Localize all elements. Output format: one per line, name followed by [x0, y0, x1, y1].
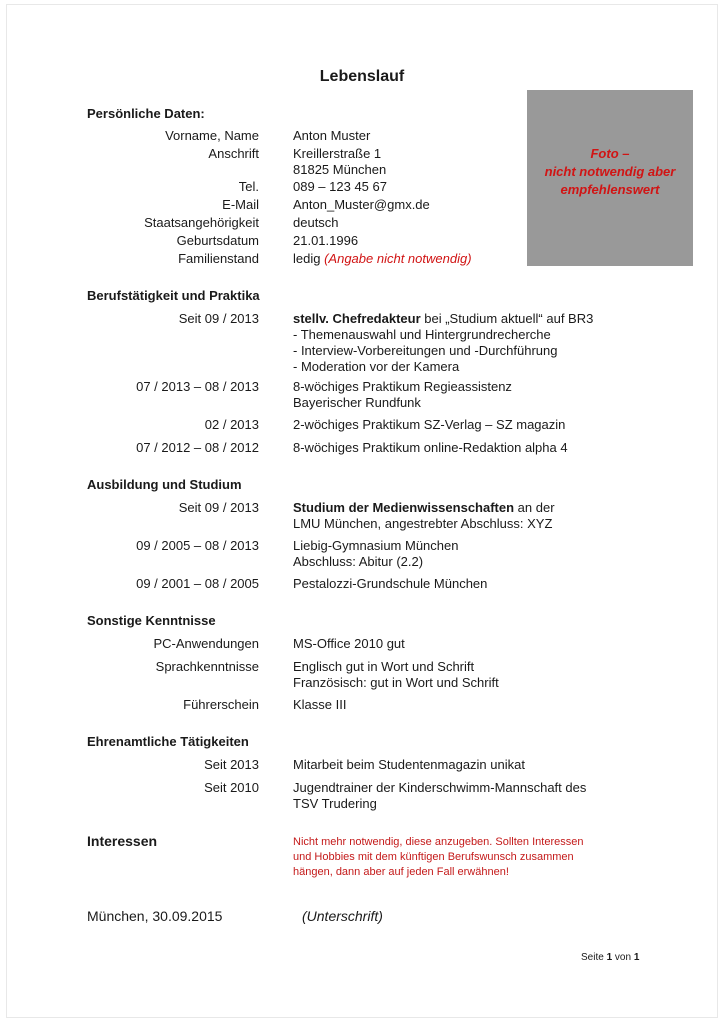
field-label: Vorname, Name [165, 128, 259, 143]
photo-line: empfehlenswert [560, 182, 660, 197]
section-heading-education: Ausbildung und Studium [87, 477, 242, 492]
entry-content: 2-wöchiges Praktikum SZ-Verlag – SZ magazin [293, 417, 566, 432]
note-line: und Hobbies mit dem künftigen Berufswunsch zusammen [293, 851, 574, 863]
entry-date: Seit 09 / 2013 [178, 311, 259, 326]
entry-date: 07 / 2013 – 08 / 2013 [136, 379, 259, 394]
entry-content: 8-wöchiges Praktikum online-Redaktion alpha 4 [293, 440, 568, 455]
entry-label: Sprachkenntnisse [155, 659, 259, 674]
entry-degree-suffix: an der [514, 500, 555, 515]
entry-date: 07 / 2012 – 08 / 2012 [136, 440, 259, 455]
entry-content: Pestalozzi-Grundschule München [293, 576, 488, 591]
entry-date: Seit 2013 [204, 757, 259, 772]
entry-employer: bei „Studium aktuell“ auf BR3 [420, 311, 594, 326]
field-value [293, 251, 472, 267]
field-value: Anton Muster [293, 128, 371, 143]
field-value: Anton_Muster@gmx.de [293, 197, 430, 212]
photo-placeholder [527, 90, 693, 266]
field-value: deutsch [293, 215, 339, 230]
entry-line: - Moderation vor der Kamera [293, 359, 460, 374]
entry-label: PC-Anwendungen [153, 636, 259, 651]
entry-date: 09 / 2005 – 08 / 2013 [136, 538, 259, 553]
field-label: E-Mail [222, 197, 259, 212]
entry-line [293, 311, 593, 327]
entry-content: MS-Office 2010 gut [293, 636, 405, 651]
entry-line: Englisch gut in Wort und Schrift [293, 659, 475, 674]
entry-date: Seit 2010 [204, 780, 259, 795]
entry-line: - Interview-Vorbereitungen und -Durchführung [293, 343, 558, 358]
entry-date: 02 / 2013 [204, 417, 259, 432]
entry-date: Seit 09 / 2013 [178, 500, 259, 515]
page-middle: von [612, 952, 634, 963]
field-value: 089 – 123 45 67 [293, 179, 387, 194]
entry-content: Mitarbeit beim Studentenmagazin unikat [293, 757, 525, 772]
current-page: 1 [606, 952, 613, 963]
field-value [293, 146, 386, 178]
entry-line: - Themenauswahl und Hintergrundrecherche [293, 327, 551, 342]
field-value: 21.01.1996 [293, 233, 359, 248]
total-pages: 1 [633, 952, 640, 963]
marital-status-note: (Angabe nicht notwendig) [324, 251, 472, 266]
place-and-date: München, 30.09.2015 [87, 908, 223, 924]
note-line: Nicht mehr notwendig, diese anzugeben. Sollten Interessen [293, 836, 584, 848]
field-label: Tel. [238, 179, 259, 194]
photo-placeholder-text [545, 145, 676, 199]
entry-line: Liebig-Gymnasium München [293, 538, 459, 553]
entry-date: 09 / 2001 – 08 / 2005 [136, 576, 259, 591]
field-label: Geburtsdatum [176, 233, 259, 248]
entry-line: Abschluss: Abitur (2.2) [293, 554, 424, 569]
document-title: Lebenslauf [319, 68, 405, 85]
entry-line: Jugendtrainer der Kinderschwimm-Mannschaft des [293, 780, 587, 795]
entry-content: Klasse III [293, 697, 347, 712]
entry-content [293, 500, 555, 532]
note-line: hängen, dann aber auf jeden Fall erwähnen! [293, 866, 509, 878]
address-line: 81825 München [293, 162, 387, 177]
entry-content [293, 659, 499, 691]
entry-content [293, 311, 593, 375]
marital-status-value: ledig [293, 251, 321, 266]
field-label: Familienstand [178, 251, 259, 266]
page-number [581, 952, 639, 963]
entry-content [293, 538, 458, 570]
section-heading-volunteer: Ehrenamtliche Tätigkeiten [87, 734, 249, 749]
field-label: Staatsangehörigkeit [144, 215, 259, 230]
signature-placeholder: (Unterschrift) [302, 908, 383, 924]
entry-line: 8-wöchiges Praktikum Regieassistenz [293, 379, 512, 394]
entry-line: Französisch: gut in Wort und Schrift [293, 675, 499, 690]
entry-line: LMU München, angestrebter Abschluss: XYZ [293, 516, 553, 531]
photo-line: Foto – [590, 146, 630, 161]
section-heading-skills: Sonstige Kenntnisse [87, 613, 216, 628]
photo-line: nicht notwendig aber [544, 164, 676, 179]
section-heading-career: Berufstätigkeit und Praktika [87, 288, 260, 303]
field-label: Anschrift [208, 146, 259, 161]
entry-position: stellv. Chefredakteur [293, 311, 421, 326]
entry-degree: Studium der Medienwissenschaften [293, 500, 515, 515]
page-prefix: Seite [581, 952, 607, 963]
entry-content [293, 379, 512, 411]
section-heading-personal: Persönliche Daten: [87, 106, 205, 121]
address-line: Kreillerstraße 1 [293, 146, 382, 161]
entry-line: TSV Trudering [293, 796, 377, 811]
entry-line: Bayerischer Rundfunk [293, 395, 421, 410]
entry-label: Führerschein [183, 697, 259, 712]
entry-line [293, 500, 555, 516]
interests-note [293, 835, 633, 880]
section-heading-interests: Interessen [87, 833, 158, 849]
entry-content [293, 780, 586, 812]
